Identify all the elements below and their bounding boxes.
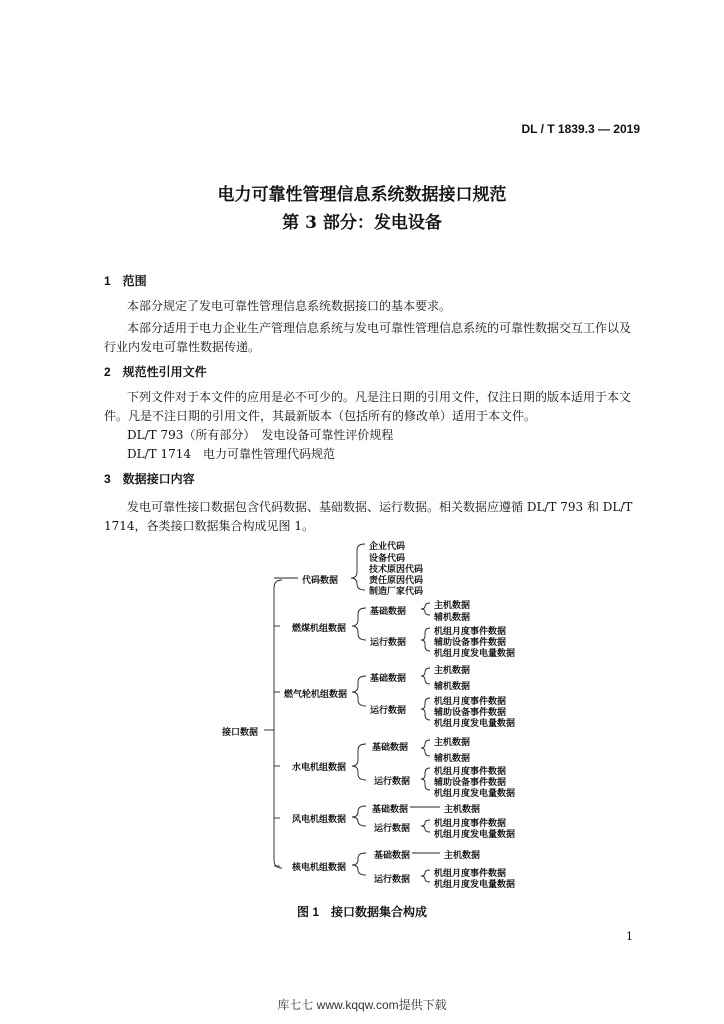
node-hydro-run-item: 辅助设备事件数据 bbox=[434, 778, 507, 788]
node-wind-basic: 基础数据 bbox=[372, 805, 409, 815]
node-nuclear-basic-item: 主机数据 bbox=[444, 851, 481, 861]
document-title: 电力可靠性管理信息系统数据接口规范 bbox=[217, 185, 507, 205]
node-hydro-run-item: 机组月度发电量数据 bbox=[434, 789, 516, 799]
node-nuclear-run-item: 机组月度事件数据 bbox=[434, 869, 507, 879]
node-hydro-basic-item: 主机数据 bbox=[434, 738, 471, 748]
nuclear-bracket bbox=[352, 853, 366, 875]
section-2-paragraph-cont: 件。凡是不注日期的引用文件，其最新版本（包括所有的修改单）适用于本文件。 bbox=[104, 409, 537, 423]
coal-run-bracket bbox=[421, 628, 430, 651]
node-hydro-run-item: 机组月度事件数据 bbox=[434, 767, 507, 777]
node-code-item: 企业代码 bbox=[369, 542, 406, 552]
node-coal-run-item: 机组月度发电量数据 bbox=[434, 649, 516, 659]
node-coal-basic: 基础数据 bbox=[370, 607, 407, 617]
gas-basic-bracket bbox=[421, 668, 430, 684]
wind-bracket bbox=[352, 806, 366, 826]
node-gas-run: 运行数据 bbox=[370, 706, 407, 716]
node-gas-run-item: 辅助设备事件数据 bbox=[434, 708, 507, 718]
reference-dlt-1714: DL/T 1714 电力可靠性管理代码规范 bbox=[127, 447, 335, 461]
code-bracket bbox=[351, 544, 365, 590]
node-gas-run-item: 机组月度事件数据 bbox=[434, 697, 507, 707]
section-2-paragraph: 下列文件对于本文件的应用是必不可少的。凡是注日期的引用文件，仅注日期的版本适用于本文 bbox=[127, 390, 632, 404]
node-code-item: 制造厂家代码 bbox=[369, 587, 424, 597]
node-interface-data: 接口数据 bbox=[222, 728, 259, 738]
node-nuclear-unit-data: 核电机组数据 bbox=[292, 863, 347, 873]
node-nuclear-run: 运行数据 bbox=[374, 875, 411, 885]
node-coal-unit-data: 燃煤机组数据 bbox=[292, 624, 347, 634]
hydro-basic-bracket bbox=[421, 740, 430, 756]
node-hydro-unit-data: 水电机组数据 bbox=[292, 763, 347, 773]
node-code-item: 责任原因代码 bbox=[369, 576, 424, 586]
gas-bracket bbox=[352, 676, 366, 706]
node-gas-basic-item: 辅机数据 bbox=[434, 682, 471, 692]
node-coal-basic-item: 主机数据 bbox=[434, 601, 471, 611]
section-3-heading: 3 数据接口内容 bbox=[104, 472, 195, 486]
node-coal-run: 运行数据 bbox=[370, 638, 407, 648]
section-1-paragraph-1: 本部分规定了发电可靠性管理信息系统数据接口的基本要求。 bbox=[127, 299, 452, 313]
wind-run-bracket bbox=[421, 820, 430, 832]
node-hydro-run: 运行数据 bbox=[374, 777, 411, 787]
section-1-paragraph-2-cont: 行业内发电可靠性数据传递。 bbox=[104, 340, 261, 354]
node-coal-run-item: 辅助设备事件数据 bbox=[434, 638, 507, 648]
node-code-item: 设备代码 bbox=[369, 554, 406, 564]
node-wind-basic-item: 主机数据 bbox=[444, 805, 481, 815]
figure-caption: 图 1 接口数据集合构成 bbox=[296, 905, 427, 919]
nuclear-run-bracket bbox=[421, 870, 430, 882]
document-subtitle: 第 3 部分：发电设备 bbox=[282, 213, 442, 233]
page-number: 1 bbox=[626, 930, 633, 943]
node-hydro-basic-item: 辅机数据 bbox=[434, 754, 471, 764]
section-3-paragraph-cont: 1714，各类接口数据集合构成见图 1。 bbox=[104, 519, 314, 533]
section-3-paragraph: 发电可靠性接口数据包含代码数据、基础数据、运行数据。相关数据应遵循 DL/T 793 和 DL/T bbox=[127, 500, 633, 514]
node-wind-run-item: 机组月度事件数据 bbox=[434, 819, 507, 829]
section-1-heading: 1 范围 bbox=[104, 274, 147, 288]
node-code-item: 技术原因代码 bbox=[369, 565, 424, 575]
section-1-paragraph-2: 本部分适用于电力企业生产管理信息系统与发电可靠性管理信息系统的可靠性数据交互工作以及 bbox=[127, 321, 632, 335]
node-gas-unit-data: 燃气轮机组数据 bbox=[284, 690, 348, 700]
root-bracket bbox=[274, 580, 282, 868]
node-coal-basic-item: 辅机数据 bbox=[434, 613, 471, 623]
node-hydro-basic: 基础数据 bbox=[372, 743, 409, 753]
node-wind-run-item: 机组月度发电量数据 bbox=[434, 830, 516, 840]
node-coal-run-item: 机组月度事件数据 bbox=[434, 627, 507, 637]
standard-number: DL / T 1839.3 — 2019 bbox=[521, 122, 640, 136]
coal-bracket bbox=[352, 608, 366, 640]
node-nuclear-run-item: 机组月度发电量数据 bbox=[434, 880, 516, 890]
gas-run-bracket bbox=[421, 698, 430, 720]
node-nuclear-basic: 基础数据 bbox=[374, 851, 411, 861]
section-2-heading: 2 规范性引用文件 bbox=[104, 365, 207, 379]
hydro-run-bracket bbox=[421, 768, 430, 790]
node-gas-basic: 基础数据 bbox=[370, 674, 407, 684]
coal-basic-bracket bbox=[421, 603, 430, 615]
node-gas-run-item: 机组月度发电量数据 bbox=[434, 719, 516, 729]
node-wind-unit-data: 风电机组数据 bbox=[292, 815, 347, 825]
node-gas-basic-item: 主机数据 bbox=[434, 666, 471, 676]
footer-watermark[interactable]: 库七七 www.kqqw.com提供下载 bbox=[277, 998, 447, 1012]
node-wind-run: 运行数据 bbox=[374, 824, 411, 834]
hydro-bracket bbox=[352, 744, 366, 780]
node-code-data: 代码数据 bbox=[302, 576, 339, 586]
reference-dlt-793: DL/T 793（所有部分） 发电设备可靠性评价规程 bbox=[127, 428, 394, 442]
